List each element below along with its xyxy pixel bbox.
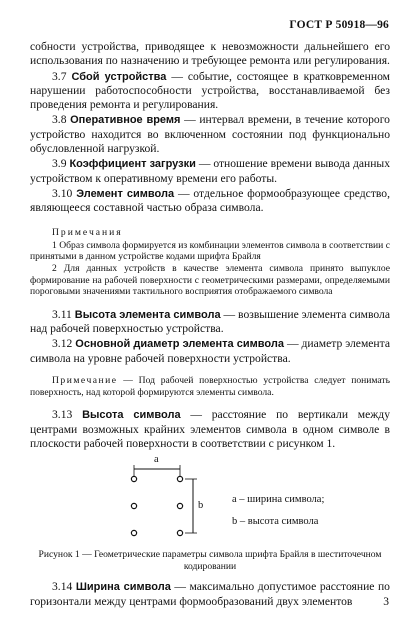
term: Основной диаметр элемента символа bbox=[75, 338, 284, 351]
intro-paragraph: собности устройства, приводящее к невозможности дальнейшего его использования по назначению и требующее ремонта или регулирования. bbox=[30, 40, 390, 68]
definition: — событие, состоящее в кратковременном нарушении работоспособности устройства, восстанавливаемой без проведения ремонта и регулирования. bbox=[30, 69, 390, 112]
item-3-11 bbox=[30, 308, 390, 337]
page-header: ГОСТ Р 50918—96 bbox=[289, 19, 389, 31]
item-3-8 bbox=[30, 113, 390, 156]
definition: — максимально допустимое расстояние по горизонтали между центрами формообразований двух элементов bbox=[30, 580, 390, 608]
figure-label-a: a bbox=[154, 454, 159, 466]
note-surface bbox=[30, 375, 390, 398]
item-3-14 bbox=[30, 580, 390, 609]
term: Оперативное время bbox=[70, 114, 181, 127]
item-number: 3.14 bbox=[52, 580, 73, 594]
term: Высота символа bbox=[82, 409, 181, 422]
page-content bbox=[30, 40, 390, 610]
item-number: 3.9 bbox=[52, 157, 67, 171]
definition: — интервал времени, в течение которого устройство находится во включенном состоянии под функционально обусловленной нагрузкой. bbox=[30, 113, 390, 156]
note-1: 1 Образ символа формируется из комбинации элементов символа в соответствии с принятыми в данном устройстве кодами шрифта Брайля bbox=[30, 239, 390, 263]
definition: — расстояние по вертикали между центрами возможных крайних элементов символа в одном символе в плоскости рабочей поверхности в соответствии с рисунком 1. bbox=[30, 408, 390, 450]
notes-title: Примечания bbox=[52, 226, 123, 238]
definition: — отдельное формообразующее средство, являющееся составной частью образа символа. bbox=[30, 186, 390, 215]
item-number: 3.11 bbox=[52, 307, 72, 321]
braille-diagram bbox=[30, 455, 390, 547]
item-number: 3.8 bbox=[52, 113, 67, 127]
item-3-12 bbox=[30, 337, 390, 366]
definition: — возвышение элемента символа над рабочей поверхностью устройства. bbox=[30, 307, 390, 336]
item-number: 3.7 bbox=[52, 69, 67, 83]
note-label: Примечание bbox=[52, 375, 118, 387]
definition: — отношение времени вывода данных устройством к оперативному времени его работы. bbox=[30, 157, 390, 185]
figure-legend-a: а – ширина символа; bbox=[232, 494, 325, 506]
item-number: 3.13 bbox=[52, 408, 73, 422]
item-3-13 bbox=[30, 408, 390, 451]
braille-dot bbox=[177, 476, 182, 481]
braille-dot bbox=[131, 476, 136, 481]
item-3-7 bbox=[30, 70, 390, 113]
braille-dot bbox=[131, 530, 136, 535]
braille-dot bbox=[177, 503, 182, 508]
figure-label-b: b bbox=[198, 500, 204, 512]
definition: — диаметр элемента символа на уровне рабочей поверхности устройства. bbox=[30, 337, 390, 365]
term: Элемент символа bbox=[76, 187, 175, 200]
item-3-9 bbox=[30, 157, 390, 186]
figure-legend-b: b – высота символа bbox=[232, 516, 319, 528]
term: Ширина символа bbox=[75, 581, 171, 594]
note-2: 2 Для данных устройств в качестве элемента символа принято выпуклое формирование на рабочей поверхности с геометрическими размерами, определяемыми пороговыми значениями тактильного восприятия отображаемого символа bbox=[30, 263, 390, 298]
term: Коэффициент загрузки bbox=[69, 158, 196, 171]
item-3-10 bbox=[30, 187, 390, 216]
term: Сбой устройства bbox=[71, 70, 167, 83]
braille-dot bbox=[131, 503, 136, 508]
item-number: 3.12 bbox=[52, 337, 73, 351]
braille-dot bbox=[177, 530, 182, 535]
page-number: 3 bbox=[383, 595, 389, 608]
note-text: — Под рабочей поверхностью устройства следует понимать поверхность, над которой формируются элементы символа. bbox=[30, 375, 390, 398]
item-number: 3.10 bbox=[52, 186, 73, 200]
term: Высота элемента символа bbox=[74, 308, 221, 321]
braille-figure bbox=[30, 455, 390, 547]
figure-caption: Рисунок 1 — Геометрические параметры символа шрифта Брайля в шеститочечном кодировании bbox=[38, 549, 382, 572]
